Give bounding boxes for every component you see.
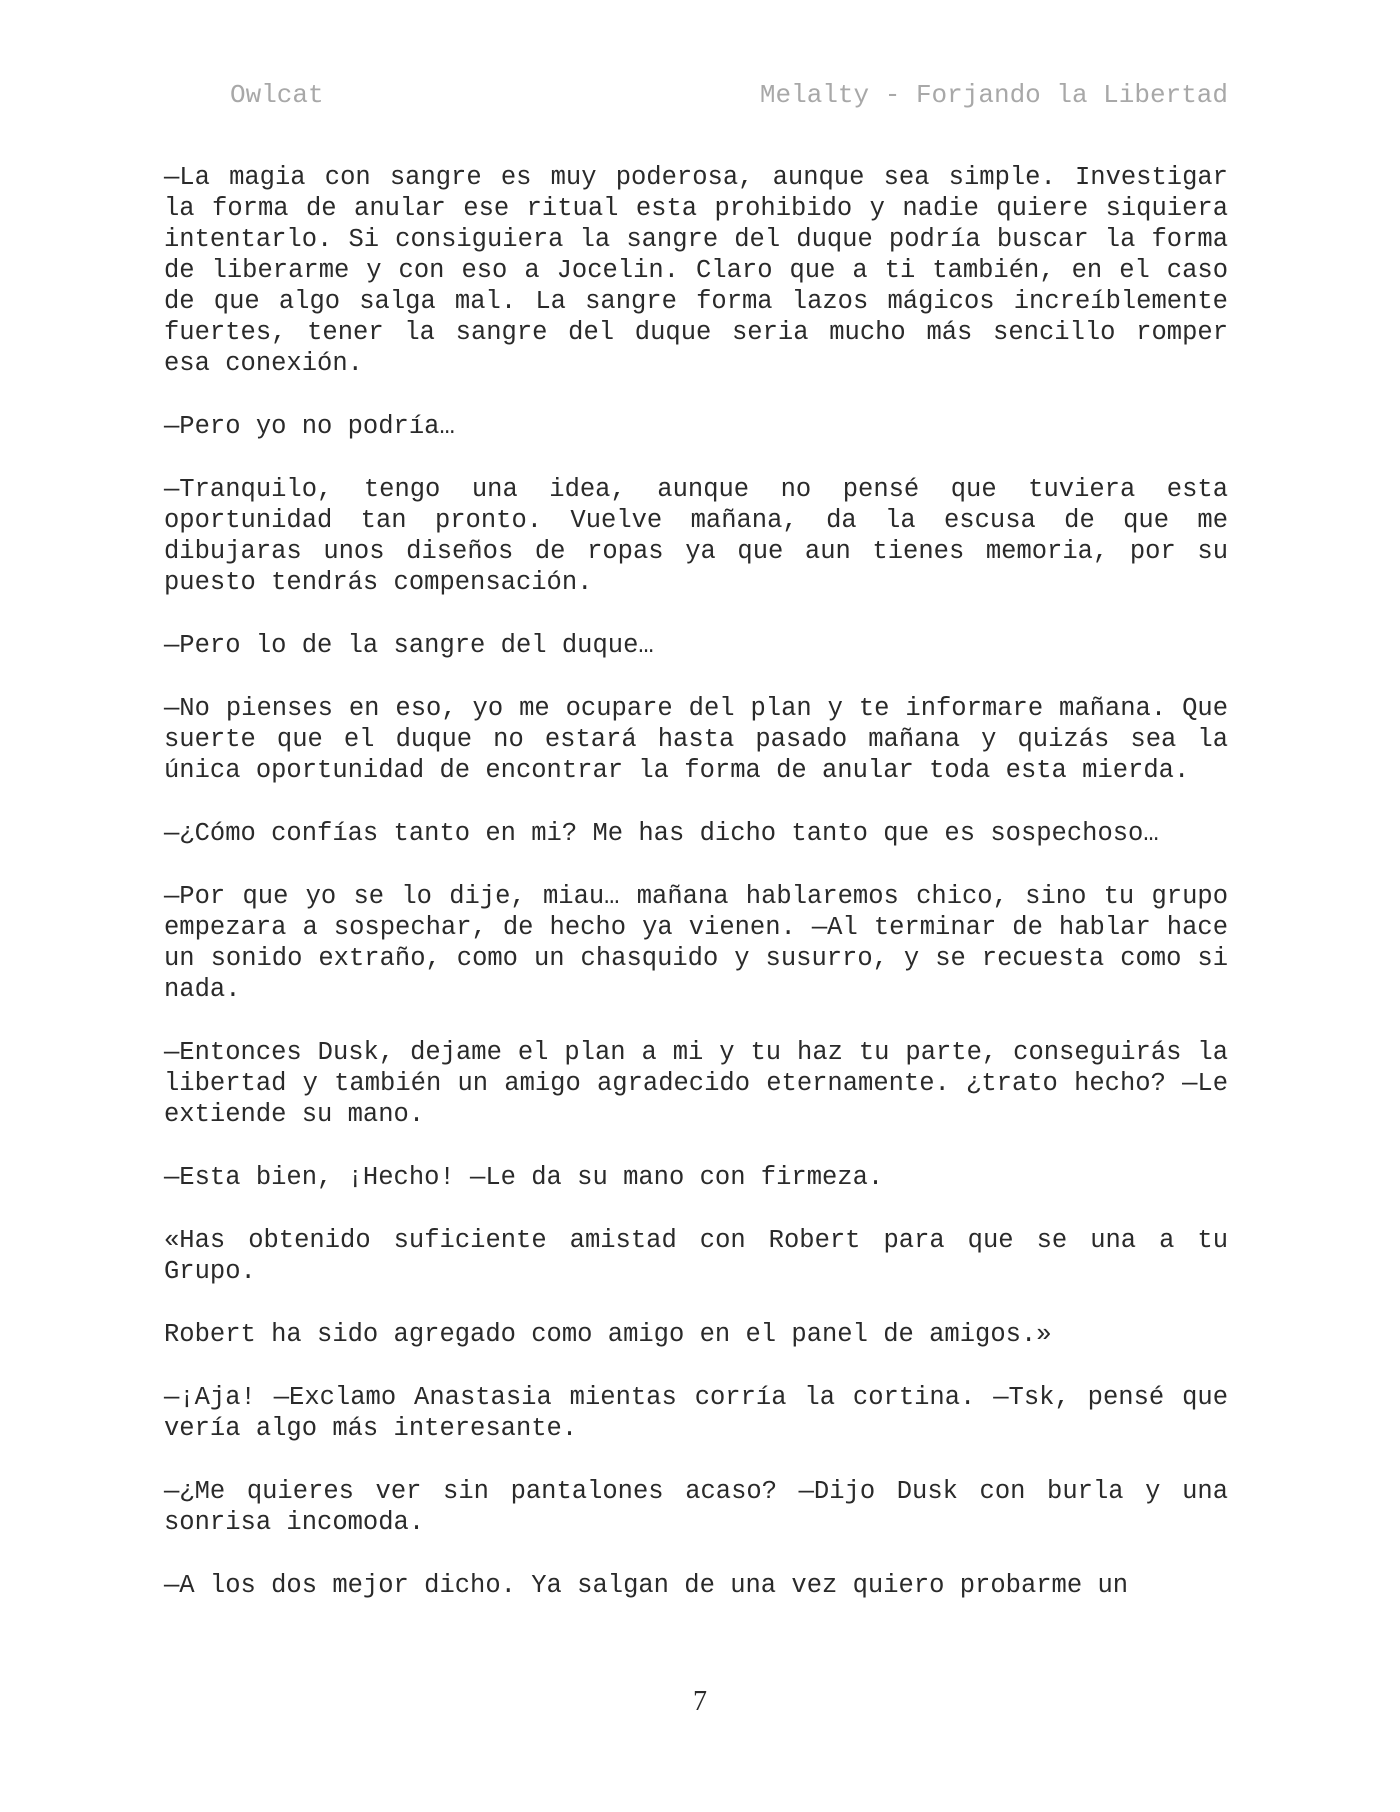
body-text bbox=[164, 162, 1228, 1633]
paragraph: —Esta bien, ¡Hecho! —Le da su mano con firmeza. bbox=[164, 1163, 884, 1192]
paragraph: —Por que yo se lo dije, miau… mañana hablaremos chico, sino tu grupo empezara a sospechar, de hecho ya vienen. —Al terminar de hablar hace un sonido extraño, como un chasquido y susurro, y se recuesta como si nada. bbox=[164, 882, 1228, 1004]
paragraph: —¡Aja! —Exclamo Anastasia mientas corría la cortina. —Tsk, pensé que vería algo más interesante. bbox=[164, 1383, 1228, 1443]
paragraph: —Pero yo no podría… bbox=[164, 412, 455, 441]
paragraph: Robert ha sido agregado como amigo en el panel de amigos.» bbox=[164, 1320, 1052, 1349]
paragraph: —Entonces Dusk, dejame el plan a mi y tu haz tu parte, conseguirás la libertad y también un amigo agradecido eternamente. ¿trato hecho? —Le extiende su mano. bbox=[164, 1038, 1228, 1129]
paragraph: —La magia con sangre es muy poderosa, aunque sea simple. Investigar la forma de anular ese ritual esta prohibido y nadie quiere siquiera intentarlo. Si consiguiera la sangre del duque podría buscar la forma de liberarme y con eso a Jocelin. Claro que a ti también, en el caso de que algo salga mal. La sangre forma lazos mágicos increíblemente fuertes, tener la sangre del duque seria mucho más sencillo romper esa conexión. bbox=[164, 163, 1228, 378]
paragraph: —No pienses en eso, yo me ocupare del plan y te informare mañana. Que suerte que el duque no estará hasta pasado mañana y quizás sea la única oportunidad de encontrar la forma de anular toda esta mierda. bbox=[164, 694, 1228, 785]
page-number: 7 bbox=[693, 1686, 707, 1717]
paragraph: —A los dos mejor dicho. Ya salgan de una vez quiero probarme un bbox=[164, 1571, 1129, 1600]
paragraph: «Has obtenido suficiente amistad con Robert para que se una a tu Grupo. bbox=[164, 1226, 1228, 1286]
paragraph: —¿Me quieres ver sin pantalones acaso? —Dijo Dusk con burla y una sonrisa incomoda. bbox=[164, 1477, 1228, 1537]
paragraph: —¿Cómo confías tanto en mi? Me has dicho tanto que es sospechoso… bbox=[164, 819, 1159, 848]
header-author: Owlcat bbox=[230, 80, 324, 110]
paragraph: —Tranquilo, tengo una idea, aunque no pensé que tuviera esta oportunidad tan pronto. Vuelve mañana, da la escusa de que me dibujaras unos diseños de ropas ya que aun tienes memoria, por su puesto tendrás compensación. bbox=[164, 475, 1228, 597]
page-header bbox=[230, 80, 1228, 116]
header-title: Melalty - Forjando la Libertad bbox=[759, 80, 1228, 110]
paragraph: —Pero lo de la sangre del duque… bbox=[164, 631, 654, 660]
